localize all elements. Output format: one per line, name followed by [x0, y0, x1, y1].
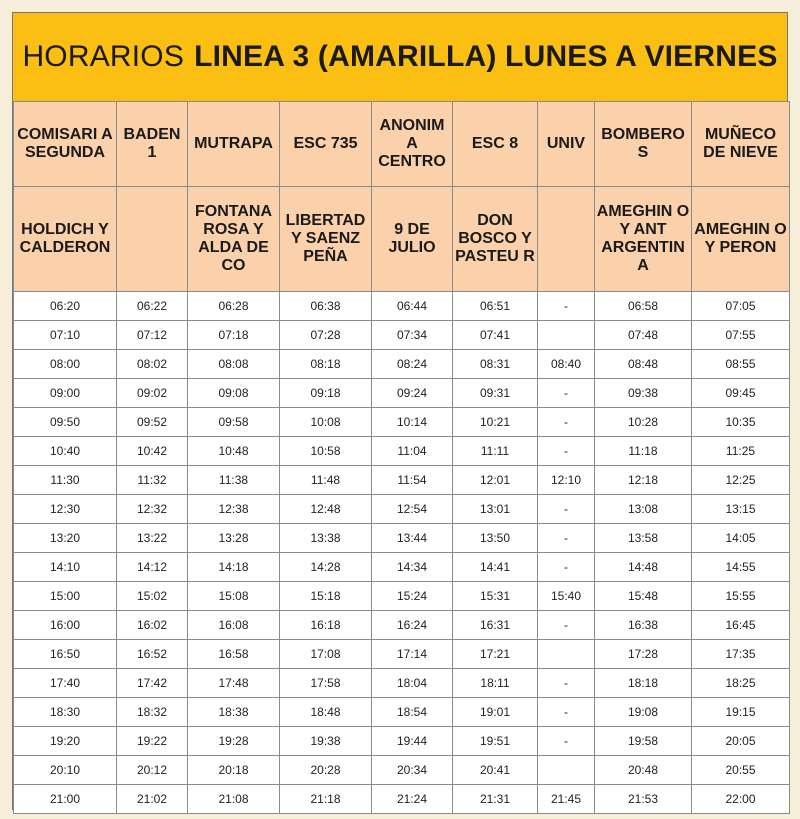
- time-cell: 21:00: [14, 785, 117, 814]
- table-row: [14, 727, 790, 756]
- time-cell: 21:02: [117, 785, 188, 814]
- time-cell: 12:48: [280, 495, 372, 524]
- time-cell: 15:31: [453, 582, 538, 611]
- time-cell: 18:38: [188, 698, 280, 727]
- time-cell: 10:35: [692, 408, 790, 437]
- time-cell: -: [538, 292, 595, 321]
- table-row: [14, 292, 790, 321]
- time-cell: 17:48: [188, 669, 280, 698]
- time-cell: 09:08: [188, 379, 280, 408]
- time-cell: 17:58: [280, 669, 372, 698]
- time-cell: 20:48: [595, 756, 692, 785]
- stop-header: MUTRAPA: [188, 102, 280, 187]
- time-cell: 12:38: [188, 495, 280, 524]
- time-cell: 21:24: [372, 785, 453, 814]
- time-cell: 09:31: [453, 379, 538, 408]
- time-cell: 16:08: [188, 611, 280, 640]
- time-cell: 06:38: [280, 292, 372, 321]
- time-cell: 12:10: [538, 466, 595, 495]
- time-cell: 08:00: [14, 350, 117, 379]
- time-cell: 16:24: [372, 611, 453, 640]
- time-cell: 15:18: [280, 582, 372, 611]
- time-cell: 19:51: [453, 727, 538, 756]
- time-cell: 13:58: [595, 524, 692, 553]
- time-cell: 06:44: [372, 292, 453, 321]
- time-cell: -: [538, 437, 595, 466]
- time-cell: 18:48: [280, 698, 372, 727]
- time-cell: -: [538, 698, 595, 727]
- time-cell: 16:58: [188, 640, 280, 669]
- time-cell: 21:18: [280, 785, 372, 814]
- time-cell: 16:02: [117, 611, 188, 640]
- street-header: LIBERTAD Y SAENZ PEÑA: [280, 187, 372, 292]
- table-row: [14, 582, 790, 611]
- stop-header: ESC 8: [453, 102, 538, 187]
- time-cell: 09:58: [188, 408, 280, 437]
- street-header: [117, 187, 188, 292]
- time-cell: 13:15: [692, 495, 790, 524]
- time-cell: 06:22: [117, 292, 188, 321]
- time-cell: 07:41: [453, 321, 538, 350]
- street-header: FONTANA ROSA Y ALDA DE CO: [188, 187, 280, 292]
- time-cell: 19:01: [453, 698, 538, 727]
- street-header-row: [14, 187, 790, 292]
- time-cell: 06:20: [14, 292, 117, 321]
- time-cell: 17:42: [117, 669, 188, 698]
- table-row: [14, 640, 790, 669]
- time-cell: 20:05: [692, 727, 790, 756]
- time-cell: 21:08: [188, 785, 280, 814]
- time-cell: 13:01: [453, 495, 538, 524]
- time-cell: 09:18: [280, 379, 372, 408]
- time-cell: 19:22: [117, 727, 188, 756]
- time-cell: 10:14: [372, 408, 453, 437]
- time-cell: 10:42: [117, 437, 188, 466]
- time-cell: 14:48: [595, 553, 692, 582]
- time-cell: 13:22: [117, 524, 188, 553]
- time-cell: 20:12: [117, 756, 188, 785]
- table-row: [14, 611, 790, 640]
- time-cell: 19:58: [595, 727, 692, 756]
- time-cell: 17:40: [14, 669, 117, 698]
- time-cell: 07:18: [188, 321, 280, 350]
- time-cell: 12:30: [14, 495, 117, 524]
- time-cell: 07:28: [280, 321, 372, 350]
- time-cell: 22:00: [692, 785, 790, 814]
- table-row: [14, 669, 790, 698]
- stop-header: ANONIM A CENTRO: [372, 102, 453, 187]
- time-cell: 16:50: [14, 640, 117, 669]
- schedule-table: [13, 101, 790, 814]
- stop-header: MUÑECO DE NIEVE: [692, 102, 790, 187]
- time-cell: 11:38: [188, 466, 280, 495]
- time-cell: 19:20: [14, 727, 117, 756]
- time-cell: 14:05: [692, 524, 790, 553]
- time-cell: 20:28: [280, 756, 372, 785]
- time-cell: 17:35: [692, 640, 790, 669]
- time-cell: -: [538, 727, 595, 756]
- time-cell: 11:32: [117, 466, 188, 495]
- time-cell: 15:48: [595, 582, 692, 611]
- time-cell: 09:38: [595, 379, 692, 408]
- time-cell: 11:25: [692, 437, 790, 466]
- schedule-title: [13, 13, 787, 102]
- time-cell: 10:58: [280, 437, 372, 466]
- time-cell: -: [538, 524, 595, 553]
- time-cell: 16:38: [595, 611, 692, 640]
- time-cell: 14:10: [14, 553, 117, 582]
- time-cell: 20:10: [14, 756, 117, 785]
- table-row: [14, 408, 790, 437]
- street-header: 9 DE JULIO: [372, 187, 453, 292]
- time-cell: 13:50: [453, 524, 538, 553]
- table-row: [14, 524, 790, 553]
- time-cell: 07:34: [372, 321, 453, 350]
- table-row: [14, 785, 790, 814]
- time-cell: 09:50: [14, 408, 117, 437]
- stop-header: BADEN 1: [117, 102, 188, 187]
- time-cell: 20:34: [372, 756, 453, 785]
- time-cell: 18:18: [595, 669, 692, 698]
- time-cell: 08:24: [372, 350, 453, 379]
- table-row: [14, 495, 790, 524]
- time-cell: 12:01: [453, 466, 538, 495]
- schedule-panel: [12, 12, 788, 810]
- time-cell: 16:00: [14, 611, 117, 640]
- time-cell: 12:54: [372, 495, 453, 524]
- time-cell: 10:08: [280, 408, 372, 437]
- time-cell: 14:12: [117, 553, 188, 582]
- stop-header: UNIV: [538, 102, 595, 187]
- time-cell: 16:52: [117, 640, 188, 669]
- table-row: [14, 379, 790, 408]
- table-row: [14, 553, 790, 582]
- time-cell: 10:40: [14, 437, 117, 466]
- time-cell: 08:40: [538, 350, 595, 379]
- time-cell: 17:14: [372, 640, 453, 669]
- time-cell: 08:02: [117, 350, 188, 379]
- time-cell: 07:12: [117, 321, 188, 350]
- time-cell: -: [538, 495, 595, 524]
- time-cell: [538, 756, 595, 785]
- time-cell: 16:18: [280, 611, 372, 640]
- time-cell: 08:08: [188, 350, 280, 379]
- time-cell: 15:55: [692, 582, 790, 611]
- time-cell: 20:18: [188, 756, 280, 785]
- time-cell: 15:00: [14, 582, 117, 611]
- time-cell: 13:28: [188, 524, 280, 553]
- time-cell: [538, 640, 595, 669]
- time-cell: 15:40: [538, 582, 595, 611]
- time-cell: -: [538, 669, 595, 698]
- time-cell: 21:31: [453, 785, 538, 814]
- time-cell: 18:25: [692, 669, 790, 698]
- table-row: [14, 350, 790, 379]
- time-cell: -: [538, 408, 595, 437]
- time-cell: 14:28: [280, 553, 372, 582]
- time-cell: [538, 321, 595, 350]
- time-cell: 20:55: [692, 756, 790, 785]
- time-cell: 08:55: [692, 350, 790, 379]
- time-cell: -: [538, 379, 595, 408]
- time-cell: 13:20: [14, 524, 117, 553]
- street-header: [538, 187, 595, 292]
- time-cell: 14:34: [372, 553, 453, 582]
- time-cell: 17:28: [595, 640, 692, 669]
- time-cell: 06:58: [595, 292, 692, 321]
- time-cell: 11:54: [372, 466, 453, 495]
- time-cell: 19:08: [595, 698, 692, 727]
- time-cell: 06:51: [453, 292, 538, 321]
- time-cell: 12:18: [595, 466, 692, 495]
- time-cell: 19:15: [692, 698, 790, 727]
- time-cell: 09:52: [117, 408, 188, 437]
- table-row: [14, 466, 790, 495]
- time-cell: 08:31: [453, 350, 538, 379]
- time-cell: 11:04: [372, 437, 453, 466]
- time-cell: 17:08: [280, 640, 372, 669]
- time-cell: 18:30: [14, 698, 117, 727]
- table-row: [14, 321, 790, 350]
- time-cell: 20:41: [453, 756, 538, 785]
- street-header: AMEGHIN O Y PERON: [692, 187, 790, 292]
- time-cell: 14:41: [453, 553, 538, 582]
- time-cell: 17:21: [453, 640, 538, 669]
- street-header: DON BOSCO Y PASTEU R: [453, 187, 538, 292]
- time-cell: 07:48: [595, 321, 692, 350]
- time-cell: 09:24: [372, 379, 453, 408]
- time-cell: 11:30: [14, 466, 117, 495]
- time-cell: 15:24: [372, 582, 453, 611]
- time-cell: 13:38: [280, 524, 372, 553]
- title-prefix: HORARIOS: [22, 40, 185, 73]
- street-header: AMEGHIN O Y ANT ARGENTIN A: [595, 187, 692, 292]
- time-cell: 14:55: [692, 553, 790, 582]
- time-cell: 19:28: [188, 727, 280, 756]
- time-cell: 07:55: [692, 321, 790, 350]
- time-cell: 12:32: [117, 495, 188, 524]
- time-cell: 19:38: [280, 727, 372, 756]
- time-cell: 11:18: [595, 437, 692, 466]
- time-cell: 10:28: [595, 408, 692, 437]
- time-cell: 10:48: [188, 437, 280, 466]
- time-cell: 13:44: [372, 524, 453, 553]
- time-cell: 14:18: [188, 553, 280, 582]
- times-body: [14, 292, 790, 814]
- table-row: [14, 756, 790, 785]
- stop-header: COMISARI A SEGUNDA: [14, 102, 117, 187]
- time-cell: 11:48: [280, 466, 372, 495]
- time-cell: 07:10: [14, 321, 117, 350]
- table-row: [14, 698, 790, 727]
- time-cell: 18:11: [453, 669, 538, 698]
- title-main: LINEA 3 (AMARILLA) LUNES A VIERNES: [194, 40, 778, 73]
- time-cell: 12:25: [692, 466, 790, 495]
- time-cell: 21:53: [595, 785, 692, 814]
- time-cell: 06:28: [188, 292, 280, 321]
- time-cell: 09:02: [117, 379, 188, 408]
- time-cell: 09:45: [692, 379, 790, 408]
- time-cell: 15:02: [117, 582, 188, 611]
- time-cell: -: [538, 611, 595, 640]
- time-cell: -: [538, 553, 595, 582]
- time-cell: 18:04: [372, 669, 453, 698]
- stop-header: BOMBERO S: [595, 102, 692, 187]
- street-header: HOLDICH Y CALDERON: [14, 187, 117, 292]
- time-cell: 11:11: [453, 437, 538, 466]
- time-cell: 09:00: [14, 379, 117, 408]
- time-cell: 15:08: [188, 582, 280, 611]
- time-cell: 16:45: [692, 611, 790, 640]
- table-row: [14, 437, 790, 466]
- time-cell: 10:21: [453, 408, 538, 437]
- stop-header-row: [14, 102, 790, 187]
- time-cell: 07:05: [692, 292, 790, 321]
- time-cell: 18:54: [372, 698, 453, 727]
- time-cell: 18:32: [117, 698, 188, 727]
- time-cell: 08:18: [280, 350, 372, 379]
- time-cell: 19:44: [372, 727, 453, 756]
- time-cell: 21:45: [538, 785, 595, 814]
- time-cell: 13:08: [595, 495, 692, 524]
- time-cell: 16:31: [453, 611, 538, 640]
- stop-header: ESC 735: [280, 102, 372, 187]
- time-cell: 08:48: [595, 350, 692, 379]
